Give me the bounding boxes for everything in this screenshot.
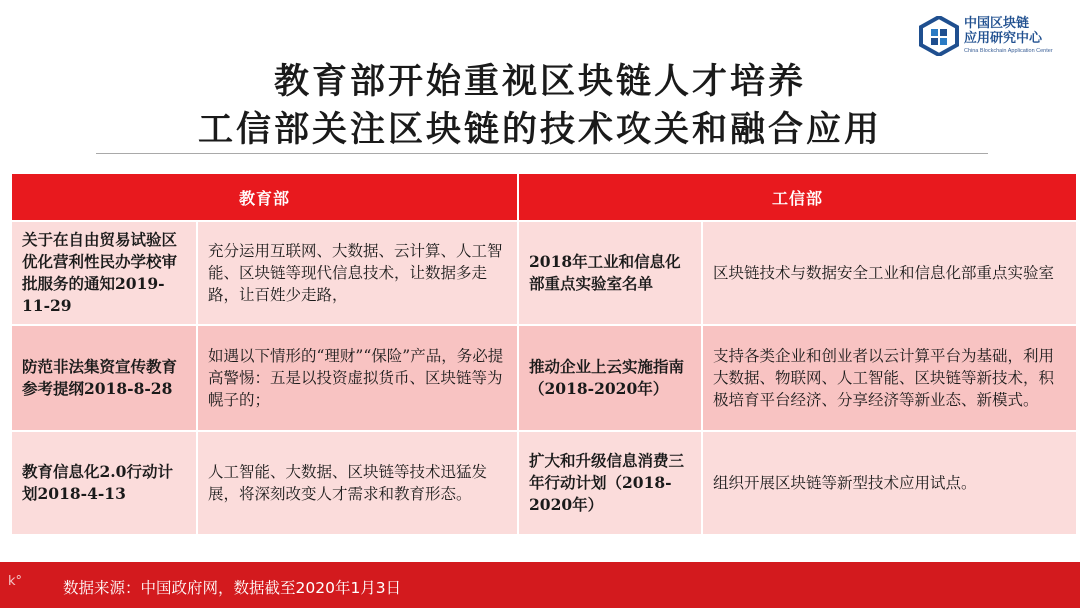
data-source-note: 数据来源：中国政府网，数据截至2020年1月3日 xyxy=(63,579,402,597)
header-moe: 教育部 xyxy=(11,173,518,221)
logo-name-cn xyxy=(964,16,1042,46)
miit-policy-desc: 组织开展区块链等新型技术应用试点。 xyxy=(702,431,1077,535)
logo-name-line2: 应用研究中心 xyxy=(964,31,1043,46)
miit-policy-desc: 支持各类企业和创业者以云计算平台为基础，利用大数据、物联网、人工智能、区块链等新技术，积极培育平台经济、分享经济等新业态、新模式。 xyxy=(702,325,1077,431)
miit-policy-name: 2018年工业和信息化部重点实验室名单 xyxy=(518,221,702,325)
moe-policy-name: 教育信息化2.0行动计划2018-4-13 xyxy=(11,431,197,535)
moe-policy-desc: 人工智能、大数据、区块链等技术迅猛发展，将深刻改变人才需求和教育形态。 xyxy=(197,431,518,535)
moe-policy-name: 关于在自由贸易试验区优化营利性民办学校审批服务的通知2019-11-29 xyxy=(11,221,197,325)
moe-policy-desc: 如遇以下情形的“理财”“保险”产品，务必提高警惕：五是以投资虚拟货币、区块链等为幌子的； xyxy=(197,325,518,431)
header-miit: 工信部 xyxy=(518,173,1077,221)
logo-name-line1: 中国区块链 xyxy=(964,16,1030,31)
title-line-1: 教育部开始重视区块链人才培养 xyxy=(273,61,806,102)
blockchain-logo-icon xyxy=(918,16,960,56)
miit-policy-desc: 区块链技术与数据安全工业和信息化部重点实验室 xyxy=(702,221,1077,325)
table-header-row xyxy=(11,173,1077,221)
moe-policy-desc: 充分运用互联网、大数据、云计算、人工智能、区块链等现代信息技术，让数据多走路，让百姓少走路， xyxy=(197,221,518,325)
miit-policy-name: 推动企业上云实施指南（2018-2020年） xyxy=(518,325,702,431)
moe-policy-name: 防范非法集资宣传教育参考提纲2018-8-28 xyxy=(11,325,197,431)
title-line-2: 工信部关注区块链的技术攻关和融合应用 xyxy=(197,109,882,150)
table-row xyxy=(11,431,1077,535)
table-row xyxy=(11,221,1077,325)
watermark: k° xyxy=(8,574,23,589)
miit-policy-name: 扩大和升级信息消费三年行动计划（2018-2020年） xyxy=(518,431,702,535)
title-divider xyxy=(96,153,988,154)
table-row xyxy=(11,325,1077,431)
logo-name-en: China Blockchain Application Center xyxy=(964,48,1053,54)
policy-table xyxy=(10,172,1078,536)
